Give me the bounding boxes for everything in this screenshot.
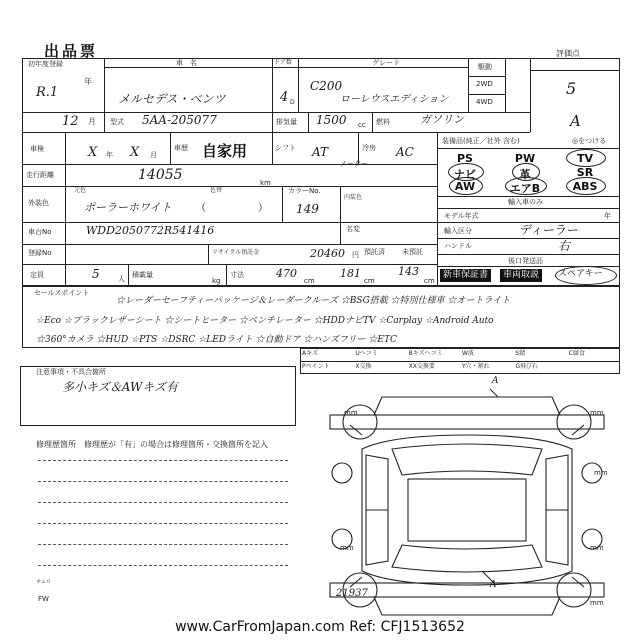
ac-value: AC bbox=[396, 145, 414, 159]
diagram-mm-6: mm bbox=[590, 599, 604, 607]
shift-label: シフト bbox=[275, 144, 296, 152]
color-original-label: 元色 bbox=[74, 187, 87, 194]
grade-label: グレード bbox=[372, 59, 400, 67]
shift-value: AT bbox=[312, 145, 329, 159]
doc-spare-key-circle bbox=[555, 266, 617, 285]
displacement-unit: cc bbox=[358, 121, 366, 129]
equip-ps: PS bbox=[457, 152, 473, 165]
fuel-value: ガソリン bbox=[420, 113, 464, 126]
equip-pw: PW bbox=[514, 152, 536, 165]
footer-label-1: オムロ bbox=[36, 579, 52, 585]
equip-aw-circle bbox=[449, 177, 483, 195]
notes-label: 注意事項・不具合箇所 bbox=[36, 368, 106, 376]
usage-value: 自家用 bbox=[202, 142, 248, 160]
doors-unit: D bbox=[290, 99, 295, 106]
repair-label: 修理歴箇所 修理歴が「有」の場合は修理箇所・交換箇所を記入 bbox=[36, 440, 268, 449]
equip-navi: ナビ bbox=[454, 168, 476, 181]
diagram-mark-a-bottom: A bbox=[490, 580, 497, 590]
diagram-mm-1: mm bbox=[344, 409, 358, 417]
color-label: 外装色 bbox=[28, 199, 49, 207]
diagram-mm-3: mm bbox=[340, 544, 354, 552]
sales-point-line3: ☆360°カメラ ☆HUD ☆PTS ☆DSRC ☆LEDライト ☆自動ドア ☆ハンズフリー ☆ETC bbox=[36, 335, 397, 345]
recycle-label: リサイクル預託金 bbox=[212, 249, 260, 256]
legend-item: S錆 bbox=[515, 350, 526, 357]
car-name-label: 車 名 bbox=[176, 59, 197, 67]
import-label: 輸入車のみ bbox=[508, 198, 543, 206]
recycle-unit: 円 bbox=[352, 251, 359, 259]
drive-2wd: 2WD bbox=[476, 80, 493, 88]
fuel-label: 燃料 bbox=[376, 118, 390, 126]
load-unit: kg bbox=[212, 277, 221, 285]
vin-label: 車台No bbox=[28, 228, 52, 236]
equipment-label: 装備品(純正／社外 含む) bbox=[442, 137, 520, 145]
dims-height-unit: cm bbox=[424, 277, 435, 285]
equip-leather: 革 bbox=[519, 168, 531, 181]
score-value: 5 bbox=[566, 79, 577, 98]
color-no-value: 149 bbox=[296, 202, 319, 216]
equip-tv: TV bbox=[576, 152, 594, 165]
model-label: 型式 bbox=[110, 118, 124, 126]
equip-abs: ABS bbox=[572, 180, 598, 193]
first-reg-month-unit: 月 bbox=[88, 117, 96, 126]
inspection-year: X bbox=[88, 145, 98, 160]
legend-item: XX交換要 bbox=[408, 363, 435, 370]
stock-number: 21937 bbox=[336, 588, 368, 599]
doc-manual: 車両取説 bbox=[500, 269, 542, 282]
doc-spare-key: スペアキー bbox=[558, 269, 603, 279]
diagram-mm-2: mm bbox=[590, 409, 604, 417]
import-type-label: 輸入区分 bbox=[444, 227, 472, 235]
equipment-circle-label: ◎をつける bbox=[572, 137, 607, 145]
footer-watermark[interactable]: www.CarFromJapan.com Ref: CFJ1513652 bbox=[175, 619, 465, 635]
capacity-value: 5 bbox=[92, 267, 100, 281]
import-type-value: ディーラー bbox=[520, 223, 580, 237]
color-paren-close: ） bbox=[258, 203, 268, 214]
diagram-mm-4: mm bbox=[590, 544, 604, 552]
load-label: 積載量 bbox=[132, 271, 153, 279]
dims-height: 143 bbox=[398, 265, 419, 278]
color-no-label: カラーNo. bbox=[288, 187, 321, 195]
mileage-unit: km bbox=[260, 179, 271, 187]
grade-line2: ローレウスエディション bbox=[340, 94, 449, 105]
model-value: 5AA-205077 bbox=[142, 113, 217, 127]
diagram-mark-a-top: A bbox=[492, 376, 499, 386]
first-reg-label: 初年度登録 bbox=[28, 60, 63, 68]
score-label: 評価点 bbox=[556, 49, 580, 58]
drive-4wd: 4WD bbox=[476, 98, 493, 106]
dims-width: 181 bbox=[340, 267, 361, 280]
legend-item: X交換 bbox=[355, 363, 372, 370]
capacity-label: 定員 bbox=[30, 271, 44, 279]
grade-line1: C200 bbox=[310, 79, 343, 93]
mileage-label: 走行距離 bbox=[26, 171, 54, 179]
color-change-label: 色替 bbox=[210, 187, 223, 194]
first-reg-month: 12 bbox=[62, 114, 79, 129]
name-change-label: 名変 bbox=[346, 225, 360, 233]
equip-aw: AW bbox=[454, 180, 476, 193]
model-year-unit: 年 bbox=[604, 212, 611, 220]
equip-airbag-circle bbox=[505, 177, 547, 195]
displacement-value: 1500 bbox=[316, 113, 347, 127]
inspection-label: 車検 bbox=[30, 145, 44, 153]
vin-value: WDD2050772R541416 bbox=[86, 224, 215, 237]
equip-airbag: エアB bbox=[509, 182, 541, 195]
legend-item: Y穴・割れ bbox=[462, 363, 490, 370]
color-paren-open: （ bbox=[196, 203, 206, 214]
car-name-value: メルセデス・ベンツ bbox=[118, 92, 226, 106]
inspection-month: X bbox=[130, 145, 140, 160]
dims-label: 寸法 bbox=[230, 271, 244, 279]
notes-value: 多小キズ＆AWキズ有 bbox=[62, 380, 179, 394]
dims-length-unit: cm bbox=[304, 277, 315, 285]
first-reg-year-unit: 年 bbox=[84, 77, 92, 86]
color-value: ポーラーホワイト bbox=[84, 201, 172, 214]
diagram-mm-5: mm bbox=[594, 469, 608, 477]
sales-point-line2: ☆Eco ☆ブラックレザーシート ☆シートヒーター ☆ベンチレーター ☆HDDナビTV ☆Carplay ☆Android Auto bbox=[36, 316, 494, 326]
recycle-paid-label: 預託済 bbox=[364, 248, 385, 256]
legend-item: Bキズヘコミ bbox=[408, 350, 443, 357]
doc-warranty: 新車保証書 bbox=[440, 269, 491, 282]
legend-item: Aキズ bbox=[302, 350, 318, 357]
recycle-value: 20460 bbox=[310, 247, 345, 260]
legend-item: Pペイント bbox=[302, 363, 330, 370]
legend-item: W波 bbox=[462, 350, 474, 357]
usage-label: 車歴 bbox=[174, 144, 188, 152]
dims-length: 470 bbox=[276, 267, 297, 280]
drive-label: 駆動 bbox=[478, 63, 492, 71]
equip-abs-circle bbox=[566, 177, 606, 195]
mileage-value: 14055 bbox=[138, 167, 183, 183]
inspection-month-unit: 月 bbox=[150, 151, 157, 159]
rear-shipping-label: 後口発送品 bbox=[508, 257, 543, 265]
meter-label: メーター bbox=[340, 160, 368, 168]
handle-label: ハンドル bbox=[444, 242, 472, 250]
form-title: 出品票 bbox=[44, 42, 99, 60]
handle-value: 右 bbox=[558, 239, 571, 253]
interior-score: A bbox=[570, 112, 581, 130]
doors-value: 4 bbox=[280, 90, 289, 105]
sales-point-line1: ☆レーダーセーフティーパッケージ＆レーダークルーズ ☆BSG搭載 ☆特別仕様車 ☆オートライト bbox=[116, 296, 511, 306]
recycle-unpaid-label: 未預託 bbox=[402, 248, 423, 256]
legend-item: C腐食 bbox=[568, 350, 585, 357]
footer-label-2: FW bbox=[38, 595, 49, 603]
sales-point-label: セールスポイント bbox=[34, 289, 90, 297]
legend-item: Uヘコミ bbox=[355, 350, 378, 357]
dims-width-unit: cm bbox=[364, 277, 375, 285]
equip-tv-circle bbox=[566, 149, 606, 167]
capacity-unit: 人 bbox=[118, 275, 125, 283]
ac-label: 冷房 bbox=[362, 144, 376, 152]
interior-color-label: 内装色 bbox=[344, 194, 363, 201]
registration-label: 登録No bbox=[28, 249, 52, 257]
legend-item: G飛び石 bbox=[515, 363, 538, 370]
inspection-year-unit: 年 bbox=[106, 151, 113, 159]
doors-label: ドア数 bbox=[274, 59, 292, 66]
displacement-label: 排気量 bbox=[276, 118, 297, 126]
first-reg-era-year: R.1 bbox=[36, 85, 59, 100]
equip-sr: SR bbox=[576, 166, 594, 179]
model-year-label: モデル年式 bbox=[444, 212, 479, 220]
